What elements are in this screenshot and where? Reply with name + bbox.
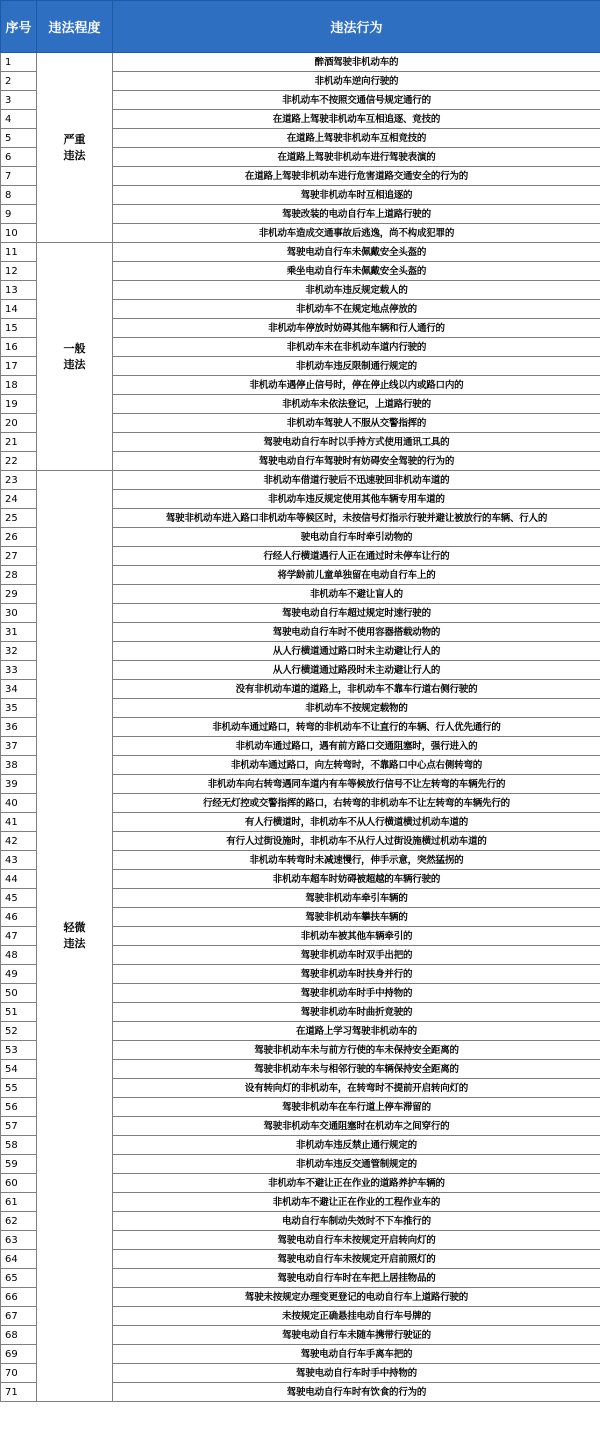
row-number: 42 [1, 832, 37, 851]
row-number: 60 [1, 1174, 37, 1193]
row-number: 54 [1, 1060, 37, 1079]
violation-behavior: 在道路上驾驶非机动车互相竞技的 [113, 129, 600, 148]
row-number: 51 [1, 1003, 37, 1022]
header-level: 违法程度 [37, 1, 113, 53]
violation-behavior: 驾驶电动自行车未按规定开启转向灯的 [113, 1231, 600, 1250]
violation-behavior: 驾驶电动自行车超过规定时速行驶的 [113, 604, 600, 623]
row-number: 22 [1, 452, 37, 471]
violation-behavior: 驾驶未按规定办理变更登记的电动自行车上道路行驶的 [113, 1288, 600, 1307]
row-number: 53 [1, 1041, 37, 1060]
violation-behavior: 非机动车转弯时未减速慢行，伸手示意，突然猛拐的 [113, 851, 600, 870]
violation-behavior: 有行人过街设施时，非机动车不从行人过街设施横过机动车道的 [113, 832, 600, 851]
violation-behavior: 驾驶电动自行车时不使用容器搭载动物的 [113, 623, 600, 642]
row-number: 52 [1, 1022, 37, 1041]
row-number: 48 [1, 946, 37, 965]
violation-behavior: 非机动车违反禁止通行规定的 [113, 1136, 600, 1155]
row-number: 35 [1, 699, 37, 718]
violation-behavior: 非机动车不按照交通信号规定通行的 [113, 91, 600, 110]
violation-behavior: 驾驶非机动车牵引车辆的 [113, 889, 600, 908]
violation-behavior: 非机动车向右转弯遇同车道内有车等候放行信号不让左转弯的车辆先行的 [113, 775, 600, 794]
violation-behavior: 非机动车不按规定载物的 [113, 699, 600, 718]
violation-behavior: 在道路上驾驶非机动车进行驾驶表演的 [113, 148, 600, 167]
header-no: 序号 [1, 1, 37, 53]
violation-behavior: 非机动车逆向行驶的 [113, 72, 600, 91]
table-header-row [1, 1, 600, 53]
violation-behavior: 驾驶非机动车在车行道上停车滞留的 [113, 1098, 600, 1117]
row-number: 55 [1, 1079, 37, 1098]
row-number: 39 [1, 775, 37, 794]
violation-behavior: 非机动车违反规定载人的 [113, 281, 600, 300]
violation-behavior: 非机动车违反限制通行规定的 [113, 357, 600, 376]
severity-level: 严重 违法 [37, 53, 113, 243]
violation-behavior: 非机动车不在规定地点停放的 [113, 300, 600, 319]
row-number: 33 [1, 661, 37, 680]
violation-behavior: 非机动车超车时妨碍被超越的车辆行驶的 [113, 870, 600, 889]
row-number: 71 [1, 1383, 37, 1402]
row-number: 11 [1, 243, 37, 262]
row-number: 45 [1, 889, 37, 908]
row-number: 14 [1, 300, 37, 319]
violation-behavior: 驾驶电动自行车时以手持方式使用通讯工具的 [113, 433, 600, 452]
violation-behavior: 在道路上驾驶非机动车进行危害道路交通安全的行为的 [113, 167, 600, 186]
violation-behavior: 在道路上学习驾驶非机动车的 [113, 1022, 600, 1041]
violation-behavior: 非机动车未依法登记，上道路行驶的 [113, 395, 600, 414]
violation-behavior: 驾驶非机动车时手中持物的 [113, 984, 600, 1003]
violation-behavior: 行经无灯控或交警指挥的路口，右转弯的非机动车不让左转弯的车辆先行的 [113, 794, 600, 813]
row-number: 49 [1, 965, 37, 984]
row-number: 5 [1, 129, 37, 148]
row-number: 37 [1, 737, 37, 756]
violation-behavior: 驾驶电动自行车未随车携带行驶证的 [113, 1326, 600, 1345]
violation-behavior: 没有非机动车道的道路上，非机动车不靠车行道右侧行驶的 [113, 680, 600, 699]
row-number: 1 [1, 53, 37, 72]
row-number: 34 [1, 680, 37, 699]
violation-behavior: 驾驶非机动车攀扶车辆的 [113, 908, 600, 927]
table-row [1, 53, 600, 72]
row-number: 61 [1, 1193, 37, 1212]
violation-behavior: 非机动车借道行驶后不迅速驶回非机动车道的 [113, 471, 600, 490]
row-number: 56 [1, 1098, 37, 1117]
violation-behavior: 设有转向灯的非机动车，在转弯时不提前开启转向灯的 [113, 1079, 600, 1098]
violation-behavior: 非机动车被其他车辆牵引的 [113, 927, 600, 946]
row-number: 64 [1, 1250, 37, 1269]
violation-behavior: 将学龄前儿童单独留在电动自行车上的 [113, 566, 600, 585]
row-number: 7 [1, 167, 37, 186]
table-row [1, 471, 600, 490]
violation-behavior: 非机动车造成交通事故后逃逸，尚不构成犯罪的 [113, 224, 600, 243]
row-number: 6 [1, 148, 37, 167]
row-number: 44 [1, 870, 37, 889]
violation-behavior: 驾驶非机动车未与相邻行驶的车辆保持安全距离的 [113, 1060, 600, 1079]
row-number: 67 [1, 1307, 37, 1326]
violation-behavior: 驾驶非机动车时互相追逐的 [113, 186, 600, 205]
violation-behavior: 电动自行车制动失效时不下车推行的 [113, 1212, 600, 1231]
row-number: 2 [1, 72, 37, 91]
row-number: 65 [1, 1269, 37, 1288]
row-number: 59 [1, 1155, 37, 1174]
severity-level: 轻微 违法 [37, 471, 113, 1402]
violation-behavior: 醉酒驾驶非机动车的 [113, 53, 600, 72]
violation-behavior: 驾驶改装的电动自行车上道路行驶的 [113, 205, 600, 224]
row-number: 41 [1, 813, 37, 832]
row-number: 13 [1, 281, 37, 300]
row-number: 3 [1, 91, 37, 110]
row-number: 19 [1, 395, 37, 414]
row-number: 15 [1, 319, 37, 338]
violation-behavior: 驾驶电动自行车未佩戴安全头盔的 [113, 243, 600, 262]
violation-behavior: 从人行横道通过路口时未主动避让行人的 [113, 642, 600, 661]
row-number: 68 [1, 1326, 37, 1345]
severity-level: 一般 违法 [37, 243, 113, 471]
table-row [1, 243, 600, 262]
violation-behavior: 非机动车通过路口，向左转弯时，不靠路口中心点右侧转弯的 [113, 756, 600, 775]
violation-behavior: 驾驶非机动车时曲折竞驶的 [113, 1003, 600, 1022]
row-number: 58 [1, 1136, 37, 1155]
violation-behavior: 非机动车不避让正在作业的道路养护车辆的 [113, 1174, 600, 1193]
row-number: 50 [1, 984, 37, 1003]
violation-behavior: 驾驶非机动车交通阻塞时在机动车之间穿行的 [113, 1117, 600, 1136]
row-number: 16 [1, 338, 37, 357]
row-number: 63 [1, 1231, 37, 1250]
row-number: 24 [1, 490, 37, 509]
row-number: 70 [1, 1364, 37, 1383]
violation-behavior: 驾驶电动自行车驾驶时有妨碍安全驾驶的行为的 [113, 452, 600, 471]
violation-behavior: 非机动车不避让正在作业的工程作业车的 [113, 1193, 600, 1212]
violation-behavior: 非机动车遇停止信号时，停在停止线以内或路口内的 [113, 376, 600, 395]
row-number: 47 [1, 927, 37, 946]
violation-behavior: 在道路上驾驶非机动车互相追逐、竞技的 [113, 110, 600, 129]
row-number: 27 [1, 547, 37, 566]
row-number: 57 [1, 1117, 37, 1136]
violation-behavior: 驾驶电动自行车时在车把上居挂物品的 [113, 1269, 600, 1288]
violation-behavior: 驶电动自行车时牵引动物的 [113, 528, 600, 547]
violation-behavior: 驾驶非机动车进入路口非机动车等候区时，未按信号灯指示行驶并避让被放行的车辆、行人的 [113, 509, 600, 528]
violation-behavior: 驾驶电动自行车手离车把的 [113, 1345, 600, 1364]
row-number: 18 [1, 376, 37, 395]
row-number: 31 [1, 623, 37, 642]
violation-behavior: 非机动车违反交通管制规定的 [113, 1155, 600, 1174]
row-number: 9 [1, 205, 37, 224]
row-number: 46 [1, 908, 37, 927]
violation-behavior: 驾驶电动自行车未按规定开启前照灯的 [113, 1250, 600, 1269]
row-number: 21 [1, 433, 37, 452]
violation-behavior: 乘坐电动自行车未佩戴安全头盔的 [113, 262, 600, 281]
violation-behavior: 有人行横道时，非机动车不从人行横道横过机动车道的 [113, 813, 600, 832]
row-number: 26 [1, 528, 37, 547]
row-number: 62 [1, 1212, 37, 1231]
row-number: 43 [1, 851, 37, 870]
violation-behavior: 未按规定正确悬挂电动自行车号牌的 [113, 1307, 600, 1326]
row-number: 32 [1, 642, 37, 661]
violation-behavior: 非机动车通过路口，转弯的非机动车不让直行的车辆、行人优先通行的 [113, 718, 600, 737]
violation-behavior: 驾驶电动自行车时手中持物的 [113, 1364, 600, 1383]
row-number: 36 [1, 718, 37, 737]
violation-behavior: 行经人行横道遇行人正在通过时未停车让行的 [113, 547, 600, 566]
row-number: 17 [1, 357, 37, 376]
violation-behavior: 非机动车驾驶人不服从交警指挥的 [113, 414, 600, 433]
row-number: 10 [1, 224, 37, 243]
violation-behavior: 从人行横道通过路段时未主动避让行人的 [113, 661, 600, 680]
table-body [1, 53, 600, 1402]
violation-behavior: 驾驶非机动车未与前方行使的车未保持安全距离的 [113, 1041, 600, 1060]
row-number: 30 [1, 604, 37, 623]
violation-behavior: 非机动车停放时妨碍其他车辆和行人通行的 [113, 319, 600, 338]
row-number: 40 [1, 794, 37, 813]
violation-behavior: 非机动车不避让盲人的 [113, 585, 600, 604]
header-behavior: 违法行为 [113, 1, 600, 53]
violation-behavior: 驾驶非机动车时双手出把的 [113, 946, 600, 965]
violation-behavior: 非机动车违反规定使用其他车辆专用车道的 [113, 490, 600, 509]
row-number: 23 [1, 471, 37, 490]
row-number: 25 [1, 509, 37, 528]
row-number: 38 [1, 756, 37, 775]
row-number: 29 [1, 585, 37, 604]
row-number: 66 [1, 1288, 37, 1307]
row-number: 69 [1, 1345, 37, 1364]
violation-behavior: 非机动车未在非机动车道内行驶的 [113, 338, 600, 357]
row-number: 28 [1, 566, 37, 585]
violation-behavior: 驾驶非机动车时扶身并行的 [113, 965, 600, 984]
row-number: 8 [1, 186, 37, 205]
row-number: 20 [1, 414, 37, 433]
violation-behavior: 非机动车通过路口，遇有前方路口交通阻塞时，强行进入的 [113, 737, 600, 756]
violation-behavior: 驾驶电动自行车时有饮食的行为的 [113, 1383, 600, 1402]
row-number: 12 [1, 262, 37, 281]
row-number: 4 [1, 110, 37, 129]
